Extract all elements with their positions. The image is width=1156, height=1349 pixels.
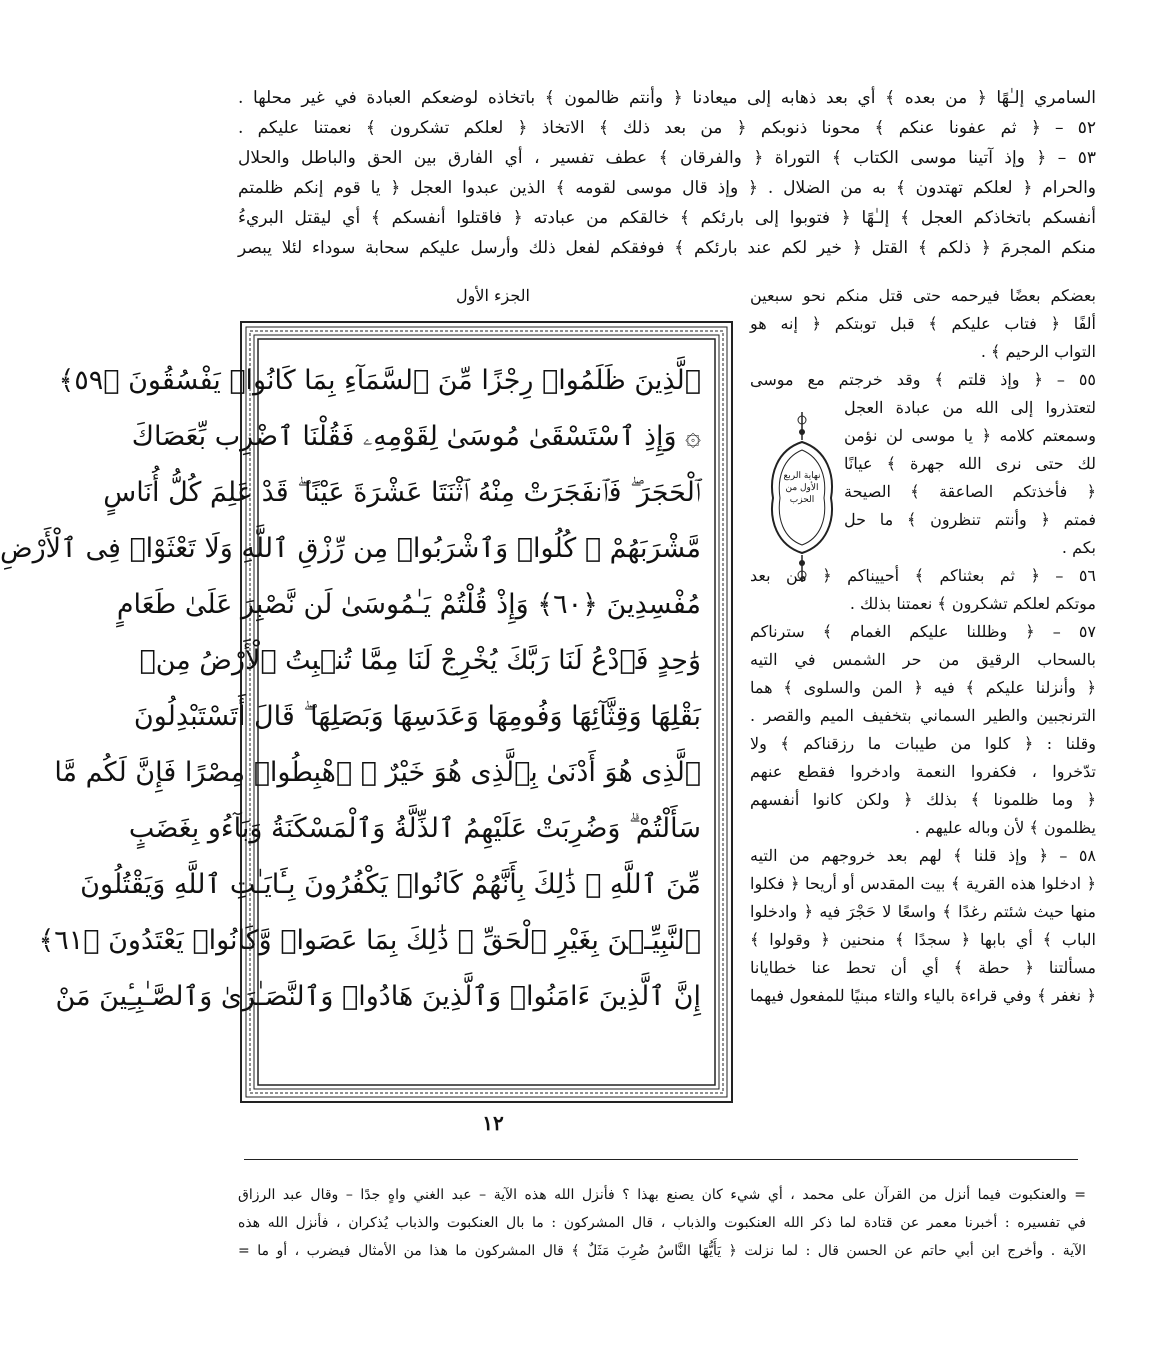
footnote-line: الآية . وأخرج ابن أبي حاتم عن الحسن قال : لما نزلت ﴿ يَأَيُّهَا النَّاسُ ضُرِبَ مَثَلٌ ﴾ قال المشركون ما هذا من الأمثال فيضرب ، أو ما = [238,1243,1086,1259]
side-commentary-line: ٥٧ – ﴿ وظللنا عليكم الغمام ﴾ سترناكم [750,622,1096,641]
side-commentary-line: ﴿ وأنزلنا عليكم ﴾ فيه ﴿ المن والسلوى ﴾ هما [750,678,1096,697]
side-commentary-line: بعضكم بعضًا فيرحمه حتى قتل منكم نحو سبعين [750,286,1096,305]
quran-line: ٱلْحَجَرَ ۖ فَٱنفَجَرَتْ مِنْهُ ٱثْنَتَا عَشْرَةَ عَيْنًا ۖ قَدْ عَلِمَ كُلُّ أُنَاسٍ [103,477,701,508]
side-commentary-line: وقلنا : ﴿ كلوا من طيبات ما رزقناكم ﴾ ولا [750,734,1096,753]
side-commentary-line: لك حتى نرى الله جهرة ﴾ عيانًا [844,454,1096,473]
footnote-separator [244,1159,1078,1160]
side-commentary-line: بكم . [1061,538,1096,557]
commentary-line: أنفسكم باتخاذكم العجل ﴾ إلـٰهًا ﴿ فتوبوا إلى بارئكم ﴾ خالقكم من عبادته ﴿ فاقتلوا أنفسكم ﴾ أي ليقتل البريءُ [238,208,1096,228]
commentary-line: منكم المجرمَ ﴿ ذلكم ﴾ القتل ﴿ خير لكم عند بارئكم ﴾ فوفقكم لفعل ذلك وأرسل عليكم سحابة سوداء لئلا يبصر [238,238,1096,258]
side-commentary-line: الباب ﴾ أي بابها ﴿ سجدًا ﴾ منحنين ﴿ وقولوا ﴾ [750,930,1096,949]
quran-line: ٱلَّذِى هُوَ أَدْنَىٰ بِٱلَّذِى هُوَ خَيْرٌ ۚ ٱهْبِطُوا۟ مِصْرًا فَإِنَّ لَكُم مَّا [54,757,701,788]
side-commentary-line: فمتم ﴿ وأنتم تنظرون ﴾ ما حل [844,510,1096,529]
side-commentary-line: تدّخروا ، فكفروا النعمة وادخروا فقطع عنهم [750,762,1096,781]
hizb-quarter-label: نهاية الربع الأول من الحزب [783,471,821,505]
side-commentary-line: ٥٥ – ﴿ وإذ قلتم ﴾ وقد خرجتم مع موسى [750,370,1096,389]
side-commentary-line: ٥٦ – ﴿ ثم بعثناكم ﴾ أحييناكم ﴿ من بعد [750,566,1096,585]
side-commentary-line: منها حيث شئتم رغدًا ﴾ واسعًا لا حَجْرَ فيه ﴿ وادخلوا [750,902,1096,921]
side-commentary-line: ﴿ فأخذتكم الصاعقة ﴾ الصيحة [844,482,1096,501]
side-commentary-line: الترنجبين والطير السماني بتخفيف الميم والقصر . [750,706,1096,725]
commentary-line: السامري إلـٰهًا ﴿ من بعده ﴾ أي بعد ذهابه إلى ميعادنا ﴿ وأنتم ظالمون ﴾ باتخاذه لوضعكم العبادة في غير محلها . [238,88,1096,108]
side-commentary-line: مسألتنا ﴿ حطة ﴾ أي أن تحط عنا خطايانا [750,958,1096,977]
quran-line: ٱلَّذِينَ ظَلَمُوا۟ رِجْزًا مِّنَ ٱلسَّمَآءِ بِمَا كَانُوا۟ يَفْسُقُونَ ﴿٥٩﴾ [58,365,701,396]
quran-line: سَأَلْتُمْ ۗ وَضُرِبَتْ عَلَيْهِمُ ٱلذِّلَّةُ وَٱلْمَسْكَنَةُ وَبَآءُو بِغَضَبٍ [128,813,701,844]
commentary-line: ٥٢ – ﴿ ثم عفونا عنكم ﴾ محونا ذنوبكم ﴿ من بعد ذلك ﴾ الاتخاذ ﴿ لعلكم تشكرون ﴾ نعمتنا عليكم . [238,118,1096,138]
quran-line: مَّشْرَبَهُمْ ۖ كُلُوا۟ وَٱشْرَبُوا۟ مِن رِّزْقِ ٱللَّهِ وَلَا تَعْثَوْا۟ فِى ٱلْأَرْضِ [0,533,701,564]
quran-line: مِّنَ ٱللَّهِ ۗ ذَٰلِكَ بِأَنَّهُمْ كَانُوا۟ يَكْفُرُونَ بِـَٔايَـٰتِ ٱللَّهِ وَيَقْتُلُونَ [80,869,701,900]
commentary-line: والحرام ﴿ لعلكم تهتدون ﴾ به من الضلال . ﴿ وإذ قال موسى لقومه ﴾ الذين عبدوا العجل ﴿ يا قوم إنكم ظلمتم [238,178,1096,198]
side-commentary-line: ﴿ ادخلوا هذه القرية ﴾ بيت المقدس أو أريحا ﴿ فكلوا [750,874,1096,893]
quran-line: ٱلنَّبِيِّـۧنَ بِغَيْرِ ٱلْحَقِّ ۗ ذَٰلِكَ بِمَا عَصَوا۟ وَّكَانُوا۟ يَعْتَدُونَ ﴿٦١﴾ [38,925,701,956]
footnote-line: = والعنكبوت فيما أنزل من القرآن على محمد ، أي شيء كان يصنع بهذا ؟ فأنزل الله هذه الآية – عبد الغني واهٍ جدًا – وقال عبد الرزاق [238,1187,1086,1203]
quran-line: وَٰحِدٍ فَٱدْعُ لَنَا رَبَّكَ يُخْرِجْ لَنَا مِمَّا تُنۢبِتُ ٱلْأَرْضُ مِنۢ [139,645,701,676]
quran-line: مُفْسِدِينَ ﴿٦٠﴾ وَإِذْ قُلْتُمْ يَـٰمُوسَىٰ لَن نَّصْبِرَ عَلَىٰ طَعَامٍ [116,589,701,620]
side-commentary-line: وسمعتم كلامه ﴿ يا موسى لن نؤمن [844,426,1096,445]
quran-line: بَقْلِهَا وَقِثَّآئِهَا وَفُومِهَا وَعَدَسِهَا وَبَصَلِهَا ۖ قَالَ أَتَسْتَبْدِلُونَ [133,701,701,732]
side-commentary-line: موتكم لعلكم تشكرون ﴾ نعمتنا بذلك . [849,594,1096,613]
side-commentary-line: لتعتذروا إلى الله من عبادة العجل [844,398,1096,417]
side-commentary-line: التواب الرحيم ﴾ . [980,342,1096,361]
quran-line: ۞ وَإِذِ ٱسْتَسْقَىٰ مُوسَىٰ لِقَوْمِهِۦ فَقُلْنَا ٱضْرِب بِّعَصَاكَ [131,421,701,452]
side-commentary-line: ﴿ نغفر ﴾ وفي قراءة بالياء والتاء مبنيًا للمفعول فيهما [750,986,1096,1005]
quran-line: إِنَّ ٱلَّذِينَ ءَامَنُوا۟ وَٱلَّذِينَ هَادُوا۟ وَٱلنَّصَـٰرَىٰ وَٱلصَّـٰبِـِٔينَ مَنْ [55,981,701,1012]
side-commentary-line: يظلمون ﴾ لأن وباله عليهم . [914,818,1096,837]
juz-label: الجزء الأول [455,286,530,305]
commentary-line: ٥٣ – ﴿ وإذ آتينا موسى الكتاب ﴾ التوراة ﴿ والفرقان ﴾ عطف تفسير ، أي الفارق بين الحق والباطل والحلال [238,148,1096,168]
side-commentary-line: ﴿ وما ظلمونا ﴾ بذلك ﴿ ولكن كانوا أنفسهم [750,790,1096,809]
page-number: ١٢ [482,1111,504,1135]
footnote-line: في تفسيره : أخبرنا معمر عن قتادة لما ذكر الله العنكبوت والذباب ، قال المشركون : ما بال العنكبوت والذباب يُذكران ، فأنزل الله هذه [238,1215,1086,1231]
side-commentary-line: ألفًا ﴿ فتاب عليكم ﴾ قبل توبتكم ﴿ إنه هو [750,314,1096,333]
side-commentary-line: بالسحاب الرقيق من حر الشمس في التيه [750,650,1096,669]
quran-text-block [0,347,707,1077]
side-commentary-line: ٥٨ – ﴿ وإذ قلنا ﴾ لهم بعد خروجهم من التيه [750,846,1096,865]
